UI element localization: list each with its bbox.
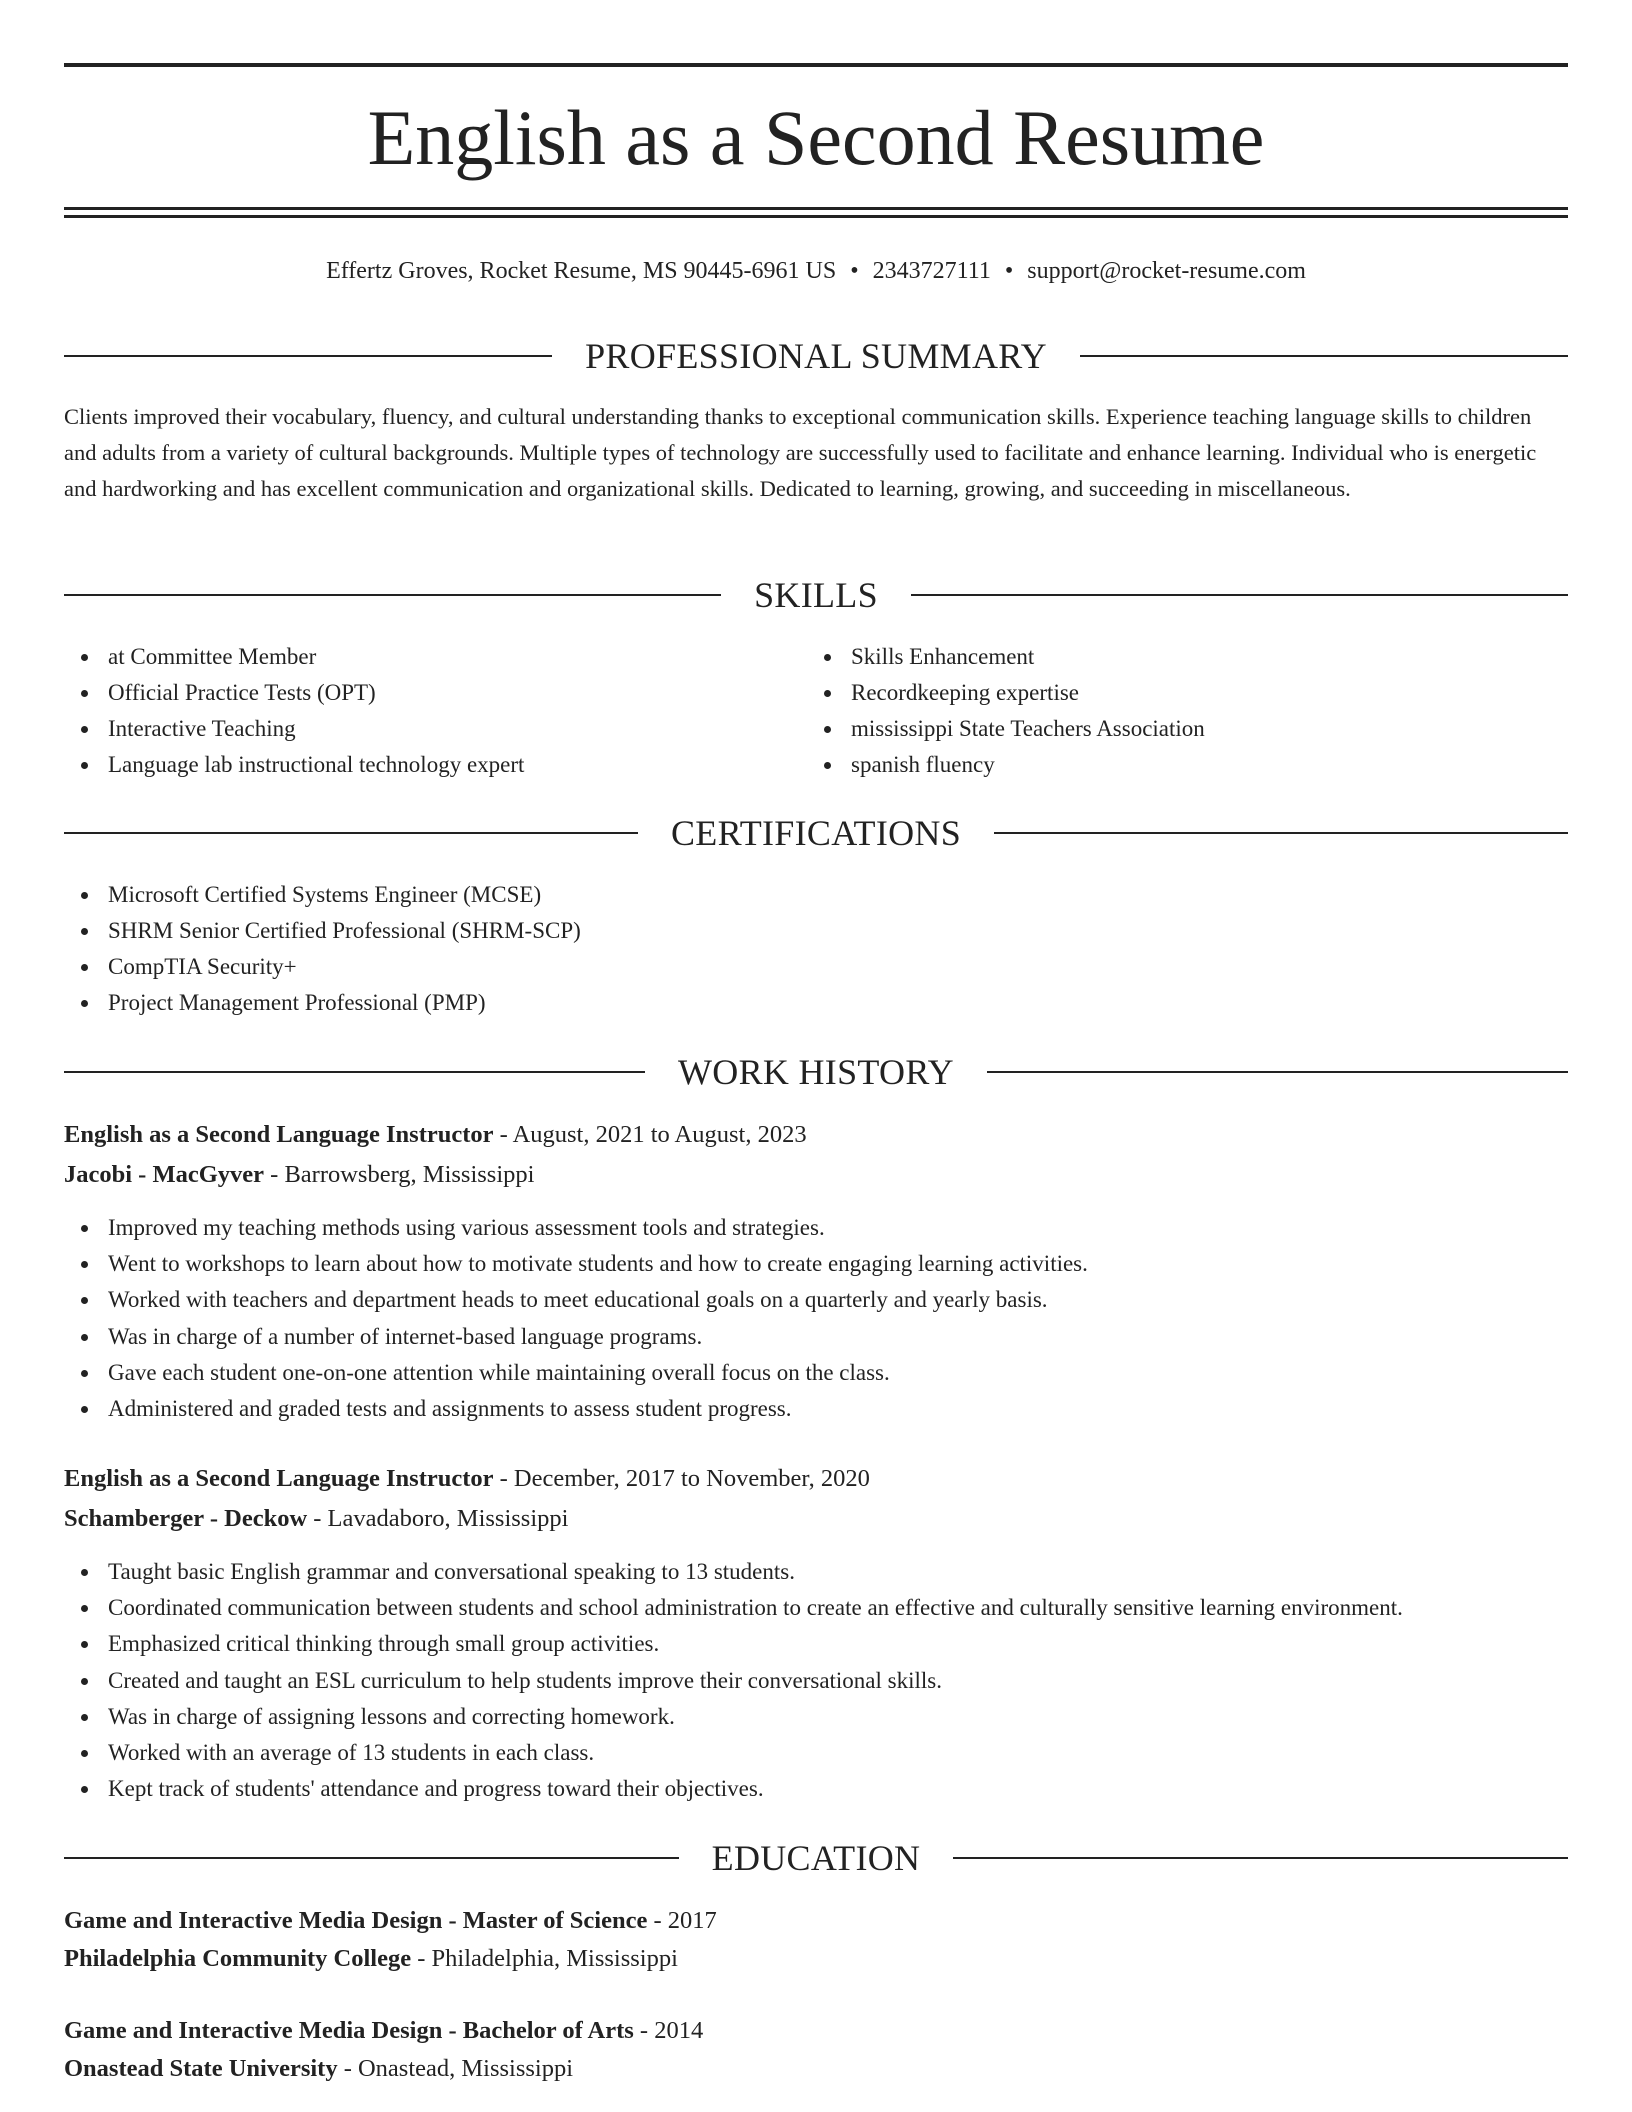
- list-item: Improved my teaching methods using various assessment tools and strategies.: [64, 1210, 1088, 1246]
- summary-paragraph: Clients improved their vocabulary, fluency, and cultural understanding thanks to exceptional communication skills. Experience teaching language skills to children and adults from a variety of cultural backgrounds. Multiple types of technology are successfully used to facilitate and enhance learning. Individual who is energetic and hardworking and has excellent communication and organizational skills. Dedicated to learning, growing, and succeeding in miscellaneous.: [64, 404, 1537, 501]
- list-item: Coordinated communication between students and school administration to create an effective and culturally sensitive learning environment.: [64, 1590, 1403, 1626]
- divider: [1080, 355, 1568, 357]
- degree-name: Game and Interactive Media Design - Bachelor of Arts: [64, 2017, 634, 2044]
- list-item: Interactive Teaching: [64, 711, 524, 747]
- employer-name: Jacobi - MacGyver: [64, 1161, 265, 1188]
- divider: [64, 832, 638, 834]
- list-item: Was in charge of assigning lessons and correcting homework.: [64, 1699, 1403, 1735]
- job-title-line: [64, 1461, 1568, 1497]
- list-item: Emphasized critical thinking through small group activities.: [64, 1626, 1403, 1662]
- job-duties-list: [64, 1554, 1403, 1807]
- list-item: CompTIA Security+: [64, 949, 581, 985]
- contact-phone: 2343727111: [872, 258, 991, 284]
- skills-list-left: [64, 639, 524, 783]
- contact-separator: •: [1004, 258, 1014, 284]
- list-item: Language lab instructional technology expert: [64, 747, 524, 783]
- list-item: Microsoft Certified Systems Engineer (MCSE): [64, 877, 581, 913]
- divider: [911, 594, 1568, 596]
- section-heading-certifications: [64, 811, 1568, 855]
- school-location: - Philadelphia, Mississippi: [417, 1945, 678, 1972]
- list-item: at Committee Member: [64, 639, 524, 675]
- education-school-line: [64, 1941, 1568, 1977]
- job-title: English as a Second Language Instructor: [64, 1121, 494, 1148]
- contact-line: [64, 254, 1568, 288]
- list-item: Worked with teachers and department heads to meet educational goals on a quarterly and yearly basis.: [64, 1282, 1088, 1318]
- school-name: Onastead State University: [64, 2055, 338, 2082]
- employer-name: Schamberger - Deckow: [64, 1505, 308, 1532]
- school-location: - Onastead, Mississippi: [343, 2055, 574, 2082]
- education-degree-line: [64, 2013, 1568, 2049]
- list-item: Skills Enhancement: [807, 639, 1205, 675]
- list-item: Was in charge of a number of internet-based language programs.: [64, 1319, 1088, 1355]
- contact-separator: •: [850, 258, 859, 284]
- divider: [64, 594, 721, 596]
- divider: [64, 1071, 645, 1073]
- job-employer-line: [64, 1157, 1568, 1193]
- list-item: spanish fluency: [807, 747, 1205, 783]
- education-school-line: [64, 2051, 1568, 2087]
- degree-year: - 2014: [639, 2017, 704, 2044]
- section-heading-skills: [64, 573, 1568, 617]
- certifications-list: [64, 877, 581, 1021]
- divider: [64, 1857, 679, 1859]
- contact-address: Effertz Groves, Rocket Resume, MS 90445-6961 US: [326, 258, 837, 284]
- education-degree-line: [64, 1903, 1568, 1939]
- list-item: Went to workshops to learn about how to motivate students and how to create engaging learning activities.: [64, 1246, 1088, 1282]
- list-item: mississippi State Teachers Association: [807, 711, 1205, 747]
- title-double-rule-upper: [64, 207, 1568, 210]
- employer-location: - Barrowsberg, Mississippi: [270, 1161, 535, 1188]
- list-item: Gave each student one-on-one attention while maintaining overall focus on the class.: [64, 1355, 1088, 1391]
- section-title: SKILLS: [754, 575, 878, 615]
- resume-title: English as a Second Resume: [367, 94, 1265, 181]
- section-title: PROFESSIONAL SUMMARY: [585, 336, 1047, 376]
- section-heading-work-history: [64, 1050, 1568, 1094]
- degree-year: - 2017: [653, 1907, 717, 1934]
- job-duties-list: [64, 1210, 1088, 1427]
- divider: [987, 1071, 1568, 1073]
- list-item: Official Practice Tests (OPT): [64, 675, 524, 711]
- section-heading-summary: [64, 334, 1568, 378]
- job-title-line: [64, 1117, 1568, 1153]
- list-item: Administered and graded tests and assignments to assess student progress.: [64, 1391, 1088, 1427]
- list-item: SHRM Senior Certified Professional (SHRM-SCP): [64, 913, 581, 949]
- divider: [64, 355, 552, 357]
- section-title: EDUCATION: [711, 1838, 921, 1878]
- section-title: WORK HISTORY: [678, 1052, 954, 1092]
- job-employer-line: [64, 1501, 1568, 1537]
- school-name: Philadelphia Community College: [64, 1945, 412, 1972]
- list-item: Project Management Professional (PMP): [64, 985, 581, 1021]
- contact-email: support@rocket-resume.com: [1027, 258, 1306, 284]
- list-item: Taught basic English grammar and conversational speaking to 13 students.: [64, 1554, 1403, 1590]
- title-double-rule-lower: [64, 215, 1568, 218]
- job-dates: - August, 2021 to August, 2023: [499, 1121, 807, 1148]
- list-item: Created and taught an ESL curriculum to help students improve their conversational skills.: [64, 1663, 1403, 1699]
- section-title: CERTIFICATIONS: [670, 813, 962, 853]
- section-heading-education: [64, 1836, 1568, 1880]
- job-title: English as a Second Language Instructor: [64, 1465, 494, 1492]
- skills-list-right: [807, 639, 1205, 783]
- list-item: Kept track of students' attendance and progress toward their objectives.: [64, 1771, 1403, 1807]
- divider: [953, 1857, 1568, 1859]
- employer-location: - Lavadaboro, Mississippi: [313, 1505, 569, 1532]
- list-item: Worked with an average of 13 students in each class.: [64, 1735, 1403, 1771]
- job-dates: - December, 2017 to November, 2020: [499, 1465, 870, 1492]
- top-rule: [64, 63, 1568, 67]
- list-item: Recordkeeping expertise: [807, 675, 1205, 711]
- degree-name: Game and Interactive Media Design - Master of Science: [64, 1907, 648, 1934]
- divider: [994, 832, 1568, 834]
